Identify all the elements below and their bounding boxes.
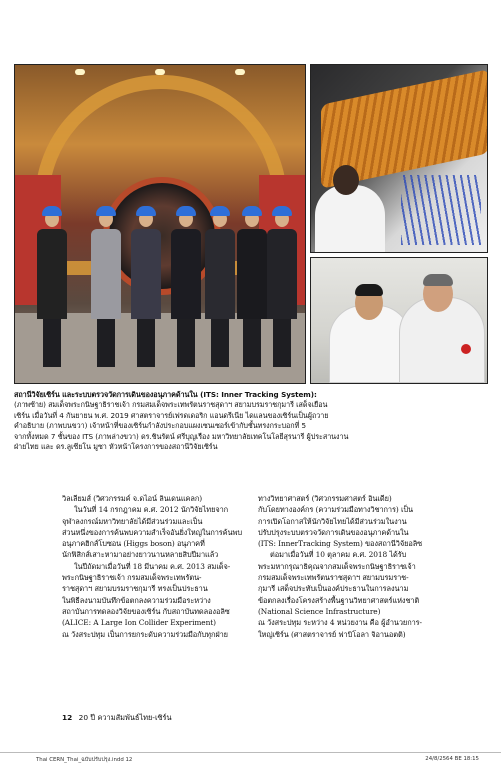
body-line: อนุภาคฮิกส์โบซอน (Higgs boson) อนุภาคที่ [62,539,205,549]
caption-line: เซิร์น เมื่อวันที่ 4 กันยายน พ.ศ. 2019 ศาสตราจารย์เฟรดเดอริก แอนดรีเนีย ไดแลนของเซิร์นเป็นผู้ถวาย [14,410,329,420]
caption-line: คำอธิบาย (ภาพบนขวา) เจ้าหน้าที่ของเซิร์นกำลังประกอบแผงเซนเซอร์เข้ากับชั้นทรงกระบอกที่ 5 [14,421,307,431]
cern-cavern-photo [14,64,306,384]
body-line: วิลเลียมส์ (วิศวกรรมค์ จ.ดไอน์ ลินเดนแคลก) [62,494,203,503]
body-line: ข้อตกลงเรื่องโครงสร้างพื้นฐานวิทยาศาสตร์แห่งชาติ [258,595,420,605]
body-line: นักฟิสิกส์เสาะหามาอย่างยาวนานหลายสิบปีมาแล้ว [62,550,219,560]
body-line: ในวันที่ 14 กรกฎาคม ค.ศ. 2012 นักวิจัยไทยจาก [74,505,229,515]
body-line: ทางวิทยาศาสตร์ (วิศวกรรมศาสตร์ อินเดีย) [258,494,392,503]
body-line: ณ วังสระปทุม เป็นการยกระดับความร่วมมือกับทุกฝ่าย [62,629,228,639]
caption-line: จากทั้งหมด 7 ชั้นของ ITS (ภาพล่างขวา) ดร.ชินรัตน์ ศรีบุญเรือง มหาวิทยาลัยเทคโนโลยีสุรนารี ผู้ประสานงาน [14,431,349,441]
technician-head [333,165,359,195]
researcher-hair [423,274,453,286]
body-line: กับโดยทางองค์กร (ความร่วมมือทางวิชาการ) เป็น [258,505,413,515]
caption-line: (ภาพซ้าย) สมเด็จพระกนิษฐาธิราชเจ้า กรมสมเด็จพระเทพรัตนราชสุดาฯ สยามบรมราชกุมารี เสด็จเยือน [14,400,328,410]
lab-badge [461,344,471,354]
slug-filename: Thai CERN_Thai_ฉบับปรับปรุง.indd 12 [36,757,133,763]
body-line: ในพิธีลงนามบันทึกข้อตกลงความร่วมมือระหว่าง [62,595,211,605]
cable-bundle [401,175,481,245]
body-line: สถาบันการทดลองวิจัยของเซิร์น กับสถาบันทดลองอลิซ [62,606,230,616]
page-number: 12 [62,713,73,722]
ceiling-lamp [155,69,165,75]
body-line: ในปีถัดมาเมื่อวันที่ 18 มีนาคม ค.ศ. 2013 สมเด็จ- [74,561,231,571]
running-title: 20 ปี ความสัมพันธ์ไทย-เซิร์น [78,713,172,722]
body-line: (National Science Infrastructure) [258,606,381,616]
visitor-figure [131,211,161,367]
body-line: กุมารี เสด็จประทับเป็นองค์ประธานในการลงนาม [258,584,409,594]
page-footer [62,712,172,724]
body-line: (ALICE: A Large Ion Collider Experiment) [62,618,216,628]
body-column-left [62,493,248,640]
researchers-photo [310,257,488,384]
tracker-assembly-photo [310,64,488,253]
body-line: กรมสมเด็จพระเทพรัตนราชสุดาฯ สยามบรมราช- [258,573,409,583]
body-column-right [258,493,470,640]
ceiling-lamp [75,69,85,75]
body-line: จุฬาลงกรณ์มหาวิทยาลัยได้มีส่วนร่วมและเป็น [62,516,203,526]
visitor-figure [37,211,67,367]
visitor-figure [171,211,201,367]
body-line: (ITS: InnerTracking System) ของสถานีวิจัยอลิซ [258,539,423,549]
visitor-figure [267,211,297,367]
slug-timestamp: 24/8/2564 BE 18:15 [425,756,479,762]
body-line: ราชสุดาฯ สยามบรมราชกุมารี ทรงเป็นประธาน [62,584,208,594]
visitor-figure [205,211,235,367]
photo-caption [14,390,488,452]
body-line: ใหญ่เซิร์น (ศาสตราจารย์ ฟาบิโอลา จิอานอตติ) [258,629,406,639]
visitor-figure [91,211,121,367]
slug-divider [0,752,501,753]
body-line: พระกนิษฐาธิราชเจ้า กรมสมเด็จพระเทพรัตน- [62,573,202,583]
body-line: พระมหากรุณาธิคุณจากสมเด็จพระกนิษฐาธิราชเจ้า [258,561,416,571]
body-line: การเปิดโอกาสให้นักวิจัยไทยได้มีส่วนร่วมในงาน [258,516,407,526]
print-slug [0,752,501,767]
body-line: ต่อมาเมื่อวันที่ 10 ตุลาคม ค.ศ. 2018 ได้รับ [270,550,407,560]
caption-lead: สถานีวิจัยเซิร์น และระบบตรวจวัดการเดินของอนุภาคด้านใน (ITS: Inner Tracking System): [14,390,317,399]
technician-figure [315,185,385,253]
body-line: ณ วังสระปทุม ระหว่าง 4 หน่วยงาน คือ ผู้อำนวยการ- [258,618,422,628]
caption-line: ฝ่ายไทย และ ดร.ลูเซียโน มูซา หัวหน้าโครงการของสถานีวิจัยเซิร์น [14,442,218,452]
visitor-figure [237,211,267,367]
researcher-hair [355,284,383,296]
body-line: ส่วนหนึ่งของการค้นพบความสำเร็จอันยิ่งใหญ่ในการค้นพบ [62,527,242,537]
ceiling-lamp [235,69,245,75]
body-line: ปรับปรุงระบบตรวจวัดการเดินของอนุภาคด้านใน [258,527,409,537]
